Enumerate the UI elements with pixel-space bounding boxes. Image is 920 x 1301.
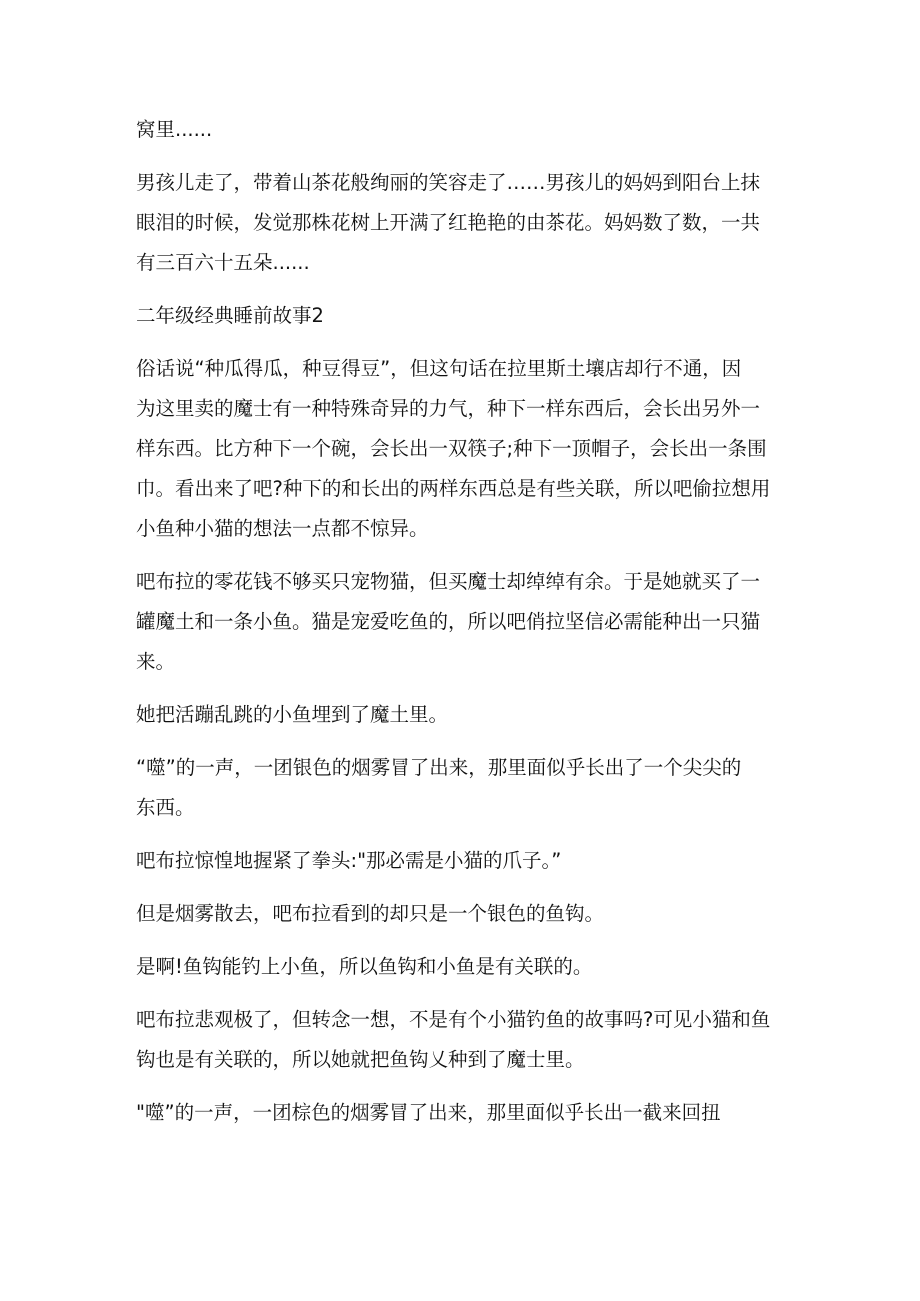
text-line: 俗话说“种瓜得瓜，种豆得豆”，但这句话在拉里斯土壤店却行不通，因 [136,357,742,380]
text-line: 她把活蹦乱跳的小鱼埋到了魔土里。 [136,703,449,726]
text-line: “噬”的一声，一团银色的烟雾冒了出来，那里面似乎长出了一个尖尖的 [136,756,742,779]
text-line: 是啊!鱼钩能钓上小鱼，所以鱼钩和小鱼是有关联的。 [136,955,593,978]
section-heading [136,296,796,336]
paragraph [136,163,796,283]
paragraph [136,947,796,987]
text-line: 来。 [136,650,176,673]
text-line: 窝里...... [136,118,213,141]
text-line: 男孩儿走了，带着山茶花般绚丽的笑容走了……男孩儿的妈妈到阳台上抹 [136,171,761,194]
heading-text: 二年级经典睡前故事2 [136,304,324,327]
text-line: 吧布拉悲观极了，但转念一想，不是有个小猫钓鱼的故事吗?可见小猫和鱼 [136,1008,771,1031]
text-line: 小鱼种小猫的想法一点都不惊异。 [136,517,429,540]
text-line: 巾。看出来了吧?种下的和长出的两样东西总是有些关联，所以吧偷拉想用 [136,477,771,500]
text-line: 罐魔土和一条小鱼。猫是宠爱吃鱼的，所以吧俏拉坚信必需能种出一只猫 [136,610,761,633]
text-line: 为这里卖的魔士有一种特殊奇异的力气，种下一样东西后，会长出另外一 [136,397,761,420]
paragraph [136,110,796,150]
paragraph [136,748,796,828]
text-line: 样东西。比方种下一个碗，会长出一双筷子;种下一顶帽子，会长出一条围 [136,437,767,460]
paragraph [136,1093,796,1133]
paragraph [136,695,796,735]
text-line: 吧布拉的零花钱不够买只宠物猫，但买魔士却绰绰有余。于是她就买了一 [136,570,761,593]
document-body [136,110,796,1146]
paragraph [136,894,796,934]
text-line: 东西。 [136,796,195,819]
paragraph [136,562,796,682]
paragraph [136,841,796,881]
paragraph [136,1000,796,1080]
text-line: 眼泪的时候，发觉那株花树上开满了红艳艳的由茶花。妈妈数了数，一共 [136,211,761,234]
text-line: 钩也是有关联的，所以她就把鱼钩乂种到了魔士里。 [136,1048,585,1071]
text-line: "噬”的一声，一团棕色的烟雾冒了出来，那里面似乎长出一截来回扭 [136,1101,721,1124]
paragraph [136,349,796,549]
text-line: 有三百六十五朵...... [136,251,310,274]
text-line: 但是烟雾散去，吧布拉看到的却只是一个银色的鱼钩。 [136,902,605,925]
text-line: 吧布拉惊惶地握紧了拳头:"那必需是小猫的爪子。” [136,849,562,872]
